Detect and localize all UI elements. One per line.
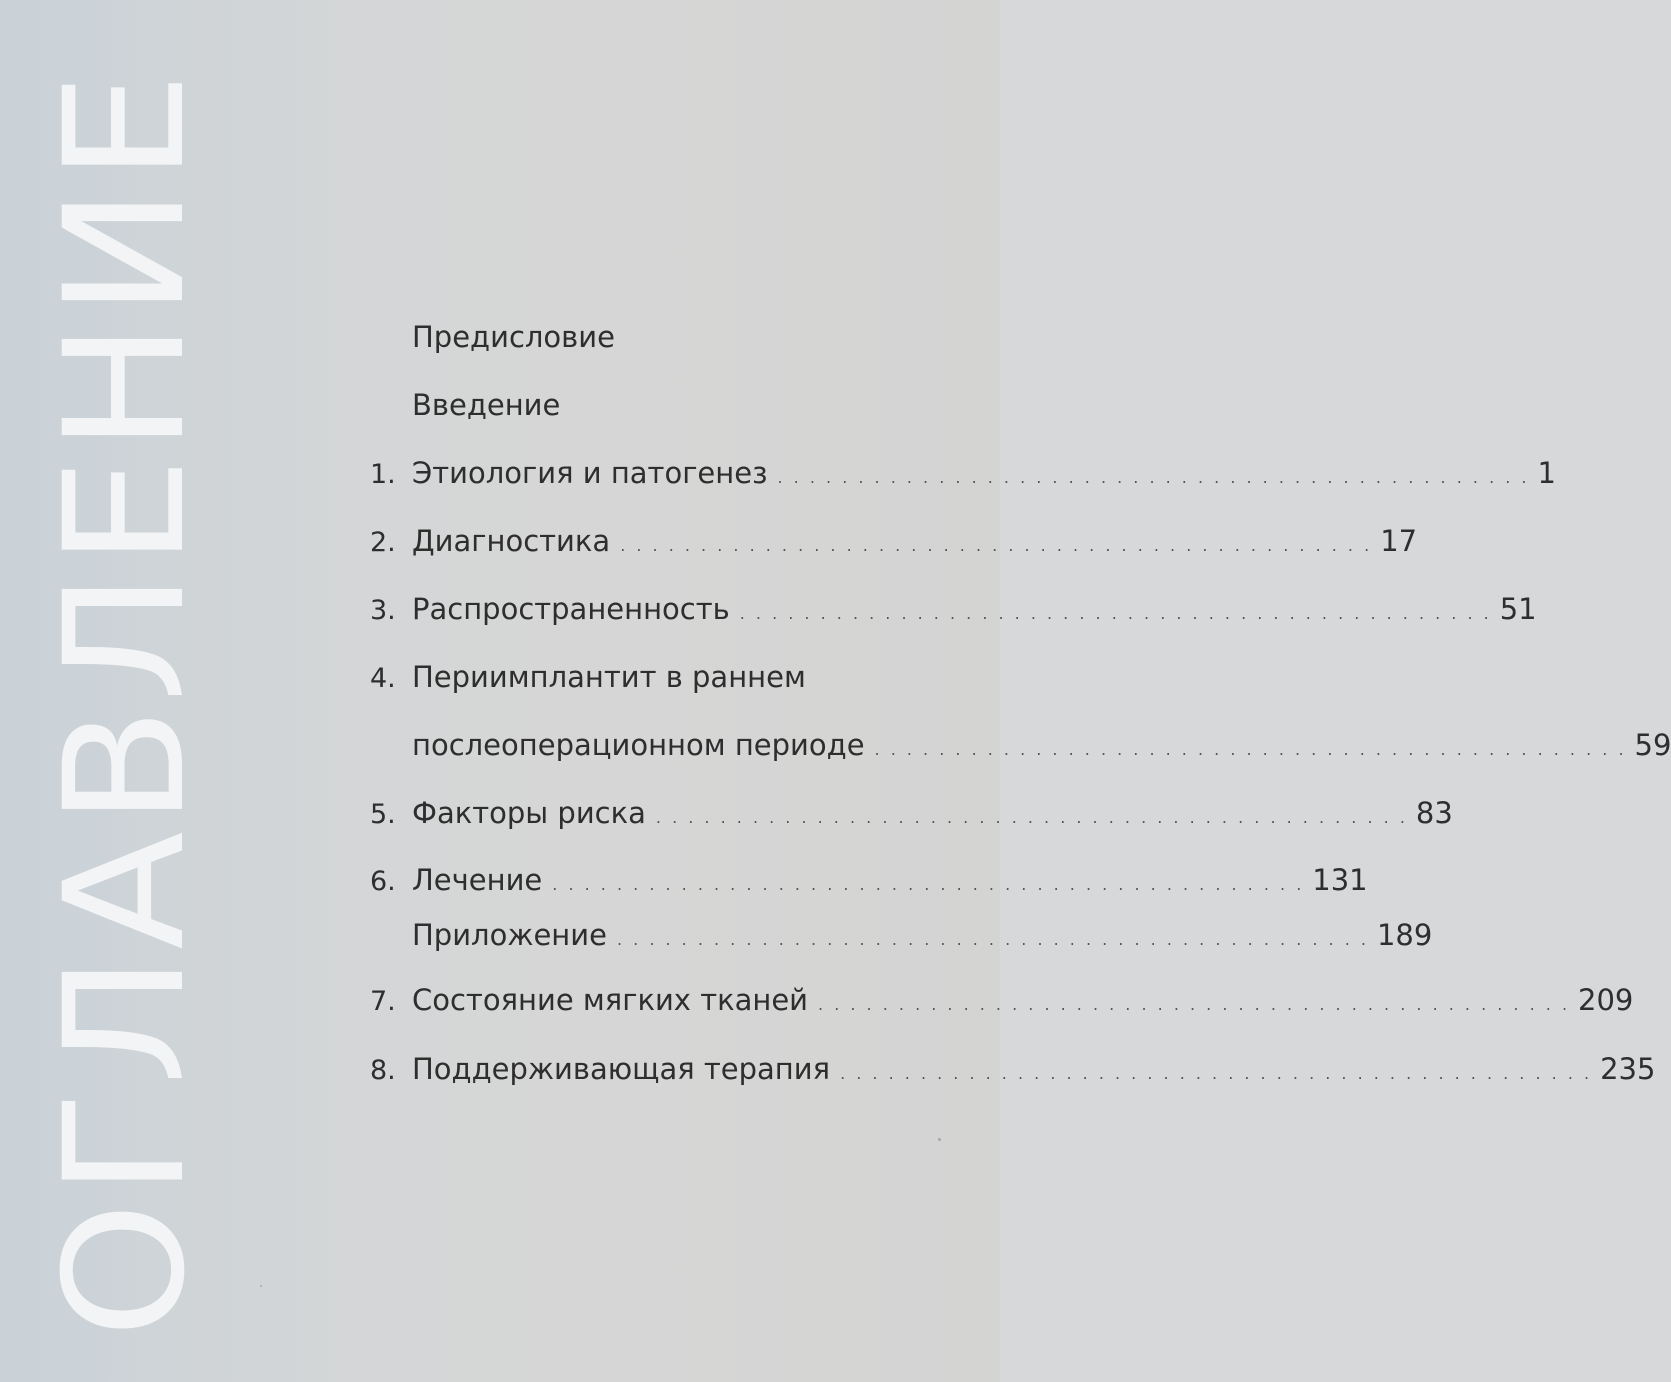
toc-leader-dots: . . . . . . . . . . . . . . . . . . . . . . . . . . . . . . . . . . . . . . . . . . . . . . .: [818, 995, 1571, 1014]
toc-entry-label: Диагностика: [412, 524, 611, 558]
toc-entry-label: Этиология и патогенез: [412, 456, 768, 490]
toc-entry-preface[interactable]: [370, 320, 935, 360]
toc-entry-page: 235: [1600, 1052, 1656, 1086]
toc-leader-dots: . . . . . . . . . . . . . . . . . . . . . . . . . . . . . . . . . . . . . . . . . . . . . . .: [840, 1064, 1593, 1083]
toc-entry-label: Введение: [412, 388, 561, 422]
toc-entry-page: 189: [1376, 918, 1433, 952]
toc-leader-dots: . . . . . . . . . . . . . . . . . . . . . . . . . . . . . . . . . . . . . . . . . . . . . . .: [552, 875, 1305, 894]
side-title: [29, 72, 221, 1339]
paper-speck: [938, 1138, 941, 1141]
side-title-letter: Г: [29, 1090, 221, 1197]
toc-leader-dots: . . . . . . . . . . . . . . . . . . . . . . . . . . . . . . . . . . . . . . . . . . . . . . .: [620, 536, 1373, 555]
toc-entry-number: 1.: [370, 459, 396, 490]
toc-entry-number: 4.: [370, 663, 396, 694]
toc-entry-page: 1: [1537, 456, 1556, 490]
toc-entry-chapter-1[interactable]: [370, 456, 1556, 496]
toc-entry-label: Приложение: [412, 918, 607, 952]
toc-leader-dots: . . . . . . . . . . . . . . . . . . . . . . . . . . . . . . . . . . . . . . . . . . . . . . .: [777, 468, 1530, 487]
toc-entry-chapter-5[interactable]: [370, 796, 1453, 836]
toc-entry-page: 17: [1380, 524, 1418, 558]
toc-entry-label: Периимплантит в раннем: [412, 660, 806, 694]
toc-entry-label: Факторы риска: [412, 796, 646, 830]
side-title-letter: В: [29, 707, 221, 827]
side-title-letter: Е: [29, 457, 221, 567]
toc-entry-page: 51: [1499, 592, 1537, 626]
toc-entry-label: Распространенность: [412, 592, 730, 626]
toc-entry-number: 8.: [370, 1055, 396, 1086]
toc-entry-introduction[interactable]: [370, 388, 935, 428]
toc-entry-label: послеоперационном периоде: [412, 728, 865, 762]
toc-entry-label: Состояние мягких тканей: [412, 983, 809, 1017]
side-title-letter: Л: [29, 955, 221, 1086]
toc-entry-number: 5.: [370, 799, 396, 830]
toc-leader-dots: . . . . . . . . . . . . . . . . . . . . . . . . . . . . . . . . . . . . . . . . . . . . . . .: [739, 604, 1492, 623]
toc-leader-dots: . . . . . . . . . . . . . . . . . . . . . . . . . . . . . . . . . . . . . . . . . . . . . . .: [616, 930, 1369, 949]
toc-entry-chapter-2[interactable]: [370, 524, 1418, 564]
toc-entry-number: 7.: [370, 986, 396, 1017]
paper-speck: [260, 1285, 262, 1287]
toc-entry-page: 209: [1578, 983, 1634, 1017]
toc-entry-number: 3.: [370, 595, 396, 626]
toc-entry-chapter-7[interactable]: [370, 983, 1634, 1023]
toc-entry-label: Предисловие: [412, 320, 615, 354]
toc-leader-dots: . . . . . . . . . . . . . . . . . . . . . . . . . . . . . . . . . . . . . . . . . . . . . . .: [655, 808, 1408, 827]
toc-entry-page: 131: [1312, 863, 1368, 897]
side-title-letter: И: [29, 187, 221, 317]
side-title-letter: Л: [29, 572, 221, 703]
side-title-letter: А: [29, 831, 221, 951]
side-title-letter: Е: [29, 72, 221, 182]
toc-entry-number: 6.: [370, 866, 396, 897]
toc-leader-dots: . . . . . . . . . . . . . . . . . . . . . . . . . . . . . . . . . . . . . . . . . . . . . . .: [874, 740, 1627, 759]
toc-entry-page: 83: [1415, 796, 1453, 830]
toc-entry-page: 59: [1634, 728, 1671, 762]
side-title-letter: Н: [29, 321, 221, 452]
side-title-letters: [29, 72, 221, 1339]
toc-entry-chapter-4[interactable]: [370, 660, 935, 700]
toc-entry-chapter-6[interactable]: [370, 863, 1368, 903]
toc-entry-label: Лечение: [412, 863, 543, 897]
side-title-letter: О: [29, 1201, 221, 1339]
toc-entry-appendix[interactable]: [370, 918, 1433, 958]
toc-entry-chapter-8[interactable]: [370, 1052, 1656, 1092]
toc-entry-number: 2.: [370, 527, 396, 558]
toc-entry-chapter-4-cont[interactable]: [370, 728, 1671, 768]
toc-entry-chapter-3[interactable]: [370, 592, 1537, 632]
toc-entry-label: Поддерживающая терапия: [412, 1052, 831, 1086]
